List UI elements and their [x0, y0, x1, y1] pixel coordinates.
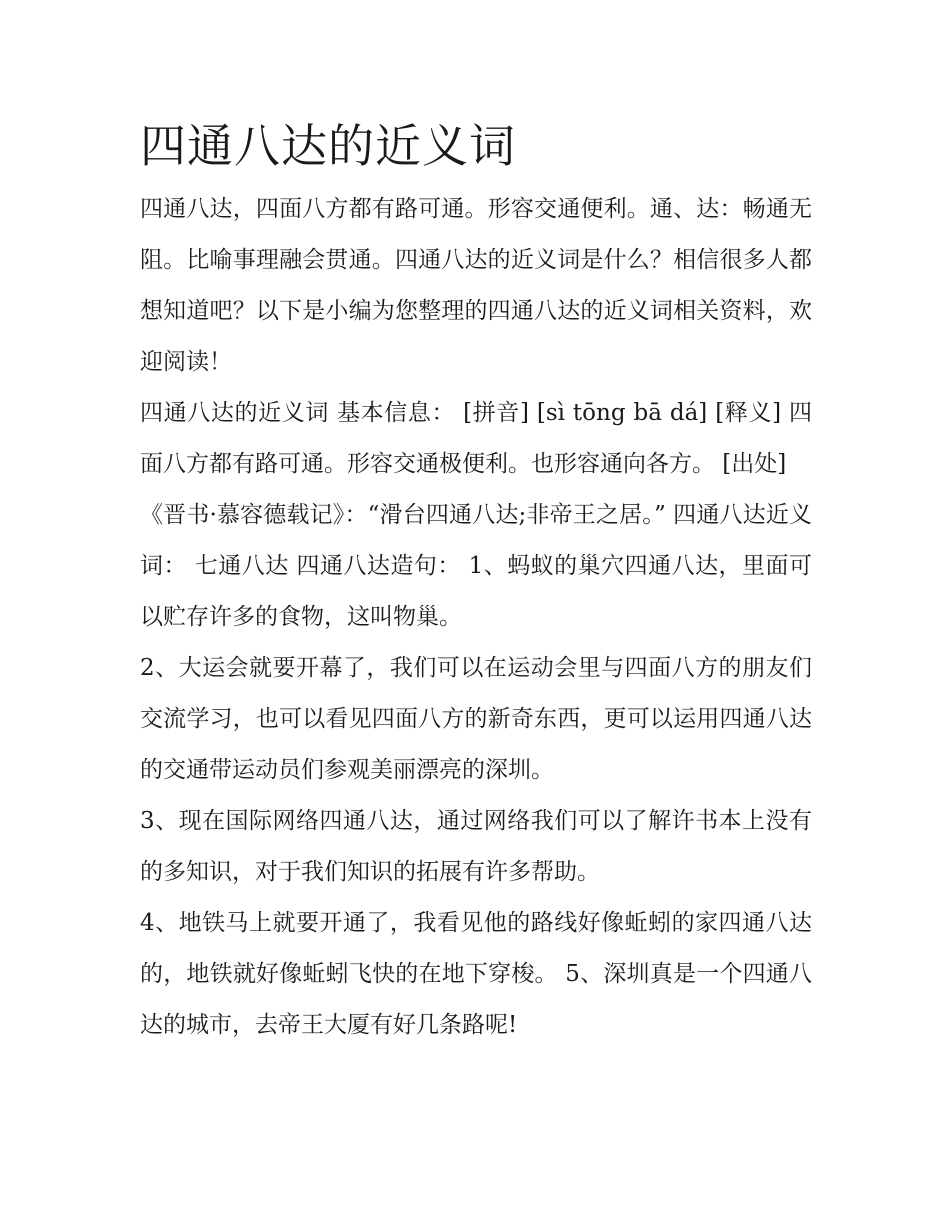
paragraph-source-and-example-1: 《晋书·慕容德载记》：“滑台四通八达;非帝王之居。” 四通八达近义词： 七通八达 四通八达造句： 1、蚂蚁的巢穴四通八达，里面可以贮存许多的食物，这叫物巢。: [140, 502, 812, 630]
paragraph-basic-info: 四通八达的近义词 基本信息： [拼音] [sì tōng bā dá] [释义] 四面八方都有路可通。形容交通极便利。也形容通向各方。 [出处]: [140, 400, 812, 477]
document-title: 四通八达的近义词: [140, 119, 516, 173]
paragraph-example-2: 2、大运会就要开幕了，我们可以在运动会里与四面八方的朋友们交流学习，也可以看见四面八方的新奇东西，更可以运用四通八达的交通带运动员们参观美丽漂亮的深圳。: [140, 655, 812, 783]
paragraph-example-4-5: 4、地铁马上就要开通了，我看见他的路线好像蚯蚓的家四通八达的，地铁就好像蚯蚓飞快的在地下穿梭。 5、深圳真是一个四通八达的城市，去帝王大厦有好几条路呢!: [140, 910, 812, 1038]
paragraph-intro: 四通八达，四面八方都有路可通。形容交通便利。通、达：畅通无阻。比喻事理融会贯通。四通八达的近义词是什么？相信很多人都想知道吧？以下是小编为您整理的四通八达的近义词相关资料，欢迎阅读！: [140, 196, 812, 375]
paragraph-example-3: 3、现在国际网络四通八达，通过网络我们可以了解许书本上没有的多知识，对于我们知识的拓展有许多帮助。: [140, 808, 812, 885]
document-page: [140, 112, 812, 1051]
